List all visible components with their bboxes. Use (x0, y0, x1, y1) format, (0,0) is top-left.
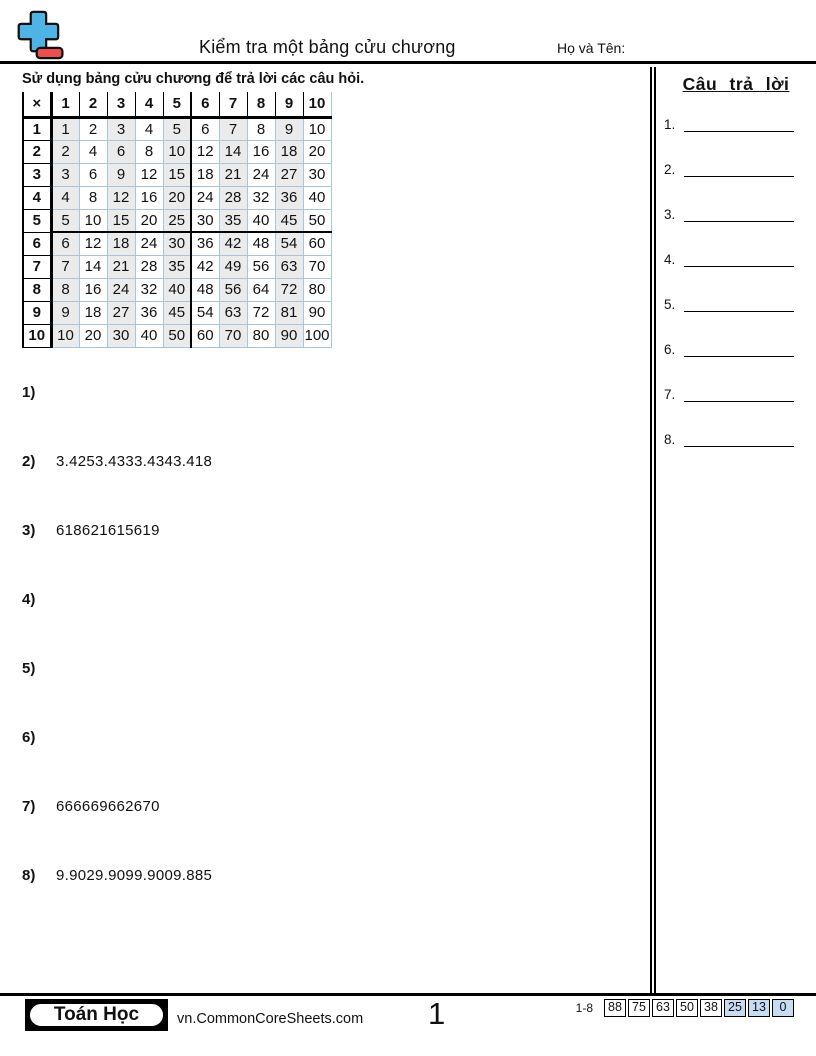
table-col-header: 2 (79, 92, 107, 117)
answer-number: 7. (664, 387, 676, 402)
page-number: 1 (428, 996, 446, 1031)
table-cell: 30 (107, 324, 135, 347)
score-cells (602, 999, 794, 1017)
table-cell: 2 (79, 117, 107, 140)
table-cell: 12 (191, 140, 219, 163)
answer-item (664, 132, 794, 177)
table-cell: 9 (275, 117, 303, 140)
score-cell: 50 (676, 999, 698, 1017)
answer-blank-line (684, 128, 794, 132)
name-field-label: Họ và Tên: (557, 40, 626, 56)
table-cell: 21 (219, 163, 247, 186)
table-cell: 24 (135, 232, 163, 255)
answer-number: 3. (664, 207, 676, 222)
question-item (22, 591, 650, 660)
score-cell: 25 (724, 999, 746, 1017)
score-cell: 63 (652, 999, 674, 1017)
question-item (22, 867, 650, 936)
table-cell: 80 (247, 324, 275, 347)
table-cell: 72 (247, 301, 275, 324)
table-cell: 5 (163, 117, 191, 140)
question-item (22, 729, 650, 798)
table-cell: 20 (303, 140, 331, 163)
table-cell: 50 (163, 324, 191, 347)
answer-number: 2. (664, 162, 676, 177)
answer-blank-line (684, 263, 794, 267)
table-cell: 2 (51, 140, 79, 163)
table-cell: 36 (135, 301, 163, 324)
table-cell: 30 (191, 209, 219, 232)
table-cell: 10 (303, 117, 331, 140)
table-header-row-tr (23, 92, 331, 117)
table-cell: 7 (219, 117, 247, 140)
answer-blank-line (684, 398, 794, 402)
table-cell: 60 (191, 324, 219, 347)
answers-title: Câu trả lời (682, 74, 790, 94)
score-range-label: 1-8 (575, 1001, 593, 1015)
table-cell: 3 (51, 163, 79, 186)
score-cell: 13 (748, 999, 770, 1017)
table-cell: 18 (79, 301, 107, 324)
answer-item (664, 357, 794, 402)
page-header (0, 0, 816, 64)
answer-item (664, 95, 794, 132)
table-cell: 6 (191, 117, 219, 140)
table-cell: 20 (163, 186, 191, 209)
table-cell: 54 (275, 232, 303, 255)
question-number: 4) (22, 590, 36, 608)
table-cell: 16 (79, 278, 107, 301)
table-cell: 3 (107, 117, 135, 140)
table-cell: 40 (135, 324, 163, 347)
table-row-header: 6 (23, 232, 51, 255)
answer-number: 5. (664, 297, 676, 312)
table-cell: 8 (79, 186, 107, 209)
question-number: 1) (22, 383, 36, 401)
table-col-header: 10 (303, 92, 331, 117)
table-row (23, 324, 331, 347)
table-row-header: 10 (23, 324, 51, 347)
table-row-header: 8 (23, 278, 51, 301)
table-row (23, 140, 331, 163)
table-row-header: 1 (23, 117, 51, 140)
question-number: 5) (22, 659, 36, 677)
table-col-header: 9 (275, 92, 303, 117)
table-cell: 20 (135, 209, 163, 232)
table-cell: 6 (107, 140, 135, 163)
question-item (22, 384, 650, 453)
table-cell: 10 (79, 209, 107, 232)
table-cell: 42 (219, 232, 247, 255)
table-cell: 45 (275, 209, 303, 232)
table-cell: 45 (163, 301, 191, 324)
table-row-header: 4 (23, 186, 51, 209)
answer-number: 4. (664, 252, 676, 267)
question-text: 9.9029.9099.9009.885 (56, 866, 213, 884)
table-cell: 18 (191, 163, 219, 186)
table-cell: 10 (51, 324, 79, 347)
website-text: vn.CommonCoreSheets.com (177, 1011, 364, 1027)
table-cell: 12 (79, 232, 107, 255)
table-cell: 32 (135, 278, 163, 301)
table-cell: 28 (135, 255, 163, 278)
table-cell: 24 (191, 186, 219, 209)
table-cell: 48 (247, 232, 275, 255)
table-cell: 10 (163, 140, 191, 163)
table-cell: 4 (79, 140, 107, 163)
table-body (23, 117, 331, 347)
question-item (22, 660, 650, 729)
instructions-text: Sử dụng bảng cửu chương để trả lời các câu hỏi. (22, 71, 365, 87)
question-item (22, 798, 650, 867)
table-row-header: 9 (23, 301, 51, 324)
table-cell: 28 (219, 186, 247, 209)
score-cell: 75 (628, 999, 650, 1017)
answer-item (664, 177, 794, 222)
table-cell: 8 (247, 117, 275, 140)
answers-sidebar (650, 67, 816, 993)
table-cell: 64 (247, 278, 275, 301)
answer-blank-line (684, 173, 794, 177)
table-row (23, 117, 331, 140)
answer-blank-line (684, 443, 794, 447)
table-cell: 42 (191, 255, 219, 278)
table-cell: 80 (303, 278, 331, 301)
table-cell: 90 (303, 301, 331, 324)
table-cell: 14 (79, 255, 107, 278)
answer-blank-line (684, 218, 794, 222)
table-cell: 40 (163, 278, 191, 301)
answer-blank-line (684, 353, 794, 357)
table-cell: 63 (275, 255, 303, 278)
table-cell: 18 (107, 232, 135, 255)
answer-item (664, 267, 794, 312)
table-row (23, 278, 331, 301)
answer-number: 6. (664, 342, 676, 357)
table-cell: 21 (107, 255, 135, 278)
table-cell: 35 (163, 255, 191, 278)
table-cell: 15 (107, 209, 135, 232)
table-row-header: 7 (23, 255, 51, 278)
table-cell: 12 (135, 163, 163, 186)
question-number: 7) (22, 797, 36, 815)
table-cell: 81 (275, 301, 303, 324)
table-row-header: 5 (23, 209, 51, 232)
answer-number: 8. (664, 432, 676, 447)
logo-minus-icon (37, 48, 63, 58)
table-cell: 20 (79, 324, 107, 347)
table-col-header: 8 (247, 92, 275, 117)
table-cell: 60 (303, 232, 331, 255)
table-row (23, 255, 331, 278)
table-cell: 27 (275, 163, 303, 186)
table-cell: 50 (303, 209, 331, 232)
table-col-header: 5 (163, 92, 191, 117)
table-cell: 48 (191, 278, 219, 301)
table-cell: 49 (219, 255, 247, 278)
multiplication-table (22, 92, 332, 348)
main-column (0, 67, 650, 993)
answer-blank-line (684, 308, 794, 312)
table-cell: 72 (275, 278, 303, 301)
table-cell: 16 (247, 140, 275, 163)
question-text: 666669662670 (56, 797, 160, 815)
table-cell: 56 (247, 255, 275, 278)
page-footer (0, 993, 816, 1056)
table-col-header: 4 (135, 92, 163, 117)
question-number: 2) (22, 452, 36, 470)
subject-badge (25, 999, 168, 1031)
table-cell: 70 (303, 255, 331, 278)
table-col-header: 1 (51, 92, 79, 117)
table-col-header: 3 (107, 92, 135, 117)
table-cell: 15 (163, 163, 191, 186)
table-cell: 4 (135, 117, 163, 140)
table-cell: 32 (247, 186, 275, 209)
table-cell: 1 (51, 117, 79, 140)
commoncoresheets-logo (17, 8, 65, 62)
table-corner-cell: × (23, 92, 51, 117)
table-cell: 40 (303, 186, 331, 209)
table-cell: 8 (51, 278, 79, 301)
table-cell: 7 (51, 255, 79, 278)
question-number: 6) (22, 728, 36, 746)
question-item (22, 453, 650, 522)
table-cell: 5 (51, 209, 79, 232)
table-cell: 63 (219, 301, 247, 324)
table-cell: 56 (219, 278, 247, 301)
subject-badge-label: Toán Học (28, 1002, 165, 1028)
logo-plus-icon (19, 12, 58, 51)
score-strip (576, 999, 794, 1017)
table-row (23, 209, 331, 232)
question-text: 618621615619 (56, 521, 160, 539)
questions-list (22, 384, 650, 936)
question-text: 3.4253.4333.4343.418 (56, 452, 213, 470)
table-cell: 8 (135, 140, 163, 163)
table-cell: 27 (107, 301, 135, 324)
table-cell: 35 (219, 209, 247, 232)
table-cell: 90 (275, 324, 303, 347)
page-body (0, 67, 816, 993)
table-cell: 40 (247, 209, 275, 232)
table-row-header: 2 (23, 140, 51, 163)
table-cell: 16 (135, 186, 163, 209)
question-number: 3) (22, 521, 36, 539)
table-cell: 6 (79, 163, 107, 186)
table-cell: 100 (303, 324, 331, 347)
table-row (23, 301, 331, 324)
answer-item (664, 402, 794, 447)
table-cell: 12 (107, 186, 135, 209)
table-header-row (23, 92, 331, 117)
table-cell: 24 (107, 278, 135, 301)
table-cell: 14 (219, 140, 247, 163)
score-cell: 0 (772, 999, 794, 1017)
table-cell: 4 (51, 186, 79, 209)
table-row (23, 186, 331, 209)
question-item (22, 522, 650, 591)
page-title: Kiểm tra một bảng cửu chương (199, 37, 456, 57)
table-cell: 30 (163, 232, 191, 255)
table-cell: 6 (51, 232, 79, 255)
table-cell: 18 (275, 140, 303, 163)
table-col-header: 6 (191, 92, 219, 117)
table-cell: 24 (247, 163, 275, 186)
table-col-header: 7 (219, 92, 247, 117)
question-number: 8) (22, 866, 36, 884)
table-cell: 25 (163, 209, 191, 232)
score-cell: 88 (604, 999, 626, 1017)
answers-list (656, 95, 816, 447)
table-row (23, 163, 331, 186)
table-cell: 36 (191, 232, 219, 255)
table-cell: 9 (107, 163, 135, 186)
table-cell: 30 (303, 163, 331, 186)
answer-item (664, 222, 794, 267)
score-cell: 38 (700, 999, 722, 1017)
table-cell: 70 (219, 324, 247, 347)
table-cell: 36 (275, 186, 303, 209)
answer-item (664, 312, 794, 357)
table-row-header: 3 (23, 163, 51, 186)
table-row (23, 232, 331, 255)
answer-number: 1. (664, 117, 676, 132)
table-cell: 54 (191, 301, 219, 324)
table-cell: 9 (51, 301, 79, 324)
